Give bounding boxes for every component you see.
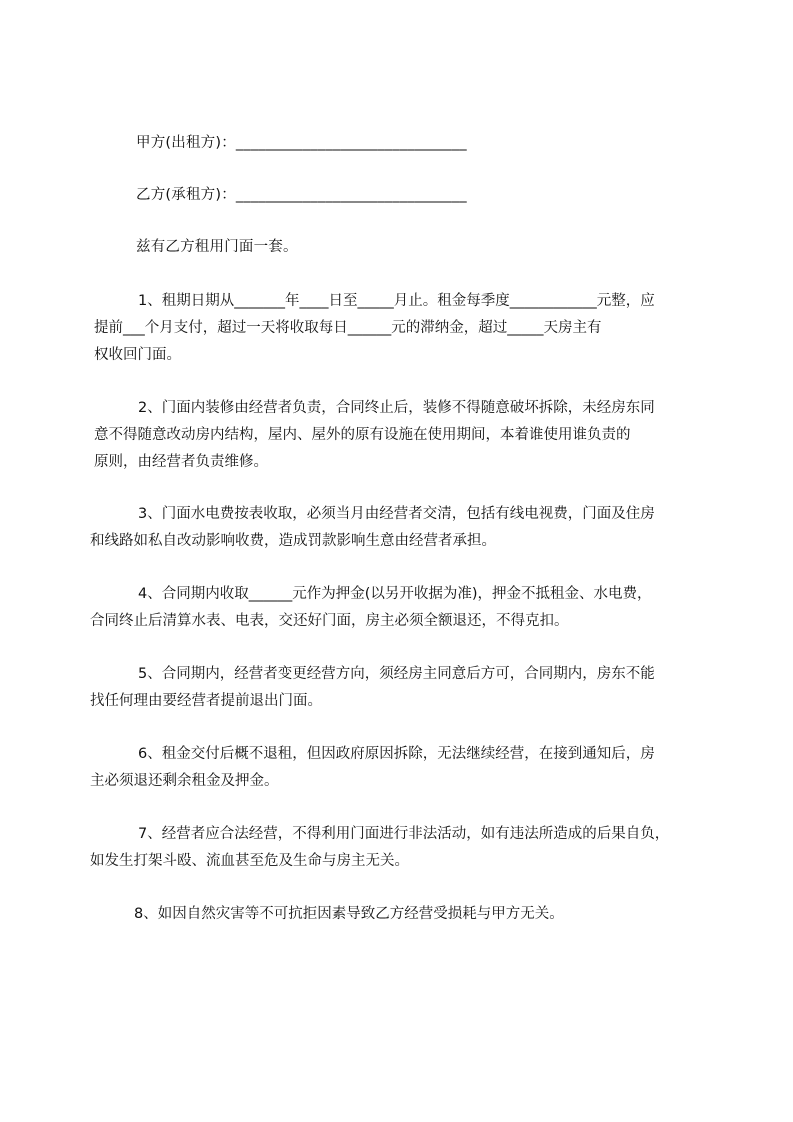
clause-1-line-1: 1、租期日期从_______年____日至_____月止。租金每季度____________元整，应 (138, 293, 655, 309)
clause-3 (90, 501, 655, 555)
party-b-line: 乙方(承租方)：_______________________________ (136, 187, 467, 203)
clause-5 (90, 661, 655, 715)
clause-1-line-2: 提前___个月支付，超过一天将收取每日______元的滞纳金，超过_____天房主有 (94, 320, 602, 336)
clause-6-line-1: 6、租金交付后概不退租，但因政府原因拆除，无法继续经营，在接到通知后，房 (138, 746, 655, 762)
clause-4-line-1: 4、合同期内收取______元作为押金(以另开收据为准)，押金不抵租金、水电费， (138, 586, 652, 602)
clause-7 (90, 821, 669, 875)
clause-4-line-2: 合同终止后清算水表、电表，交还好门面，房主必须全额退还，不得克扣。 (90, 613, 569, 629)
clause-3-line-1: 3、门面水电费按表收取，必须当月由经营者交清，包括有线电视费，门面及住房 (138, 506, 655, 522)
clause-8-line-1: 8、如因自然灾害等不可抗拒因素导致乙方经营受损耗与甲方无关。 (134, 906, 564, 922)
clause-2-line-2: 意不得随意改动房内结构，屋内、屋外的原有设施在使用期间，本着谁使用谁负责的 (94, 427, 631, 443)
clause-7-line-1: 7、经营者应合法经营，不得利用门面进行非法活动，如有违法所造成的后果自负， (138, 826, 670, 842)
clause-1-line-3: 权收回门面。 (94, 347, 181, 363)
clause-1 (94, 288, 655, 369)
clause-5-line-1: 5、合同期内，经营者变更经营方向，须经房主同意后方可，合同期内，房东不能 (138, 666, 655, 682)
clause-4 (90, 581, 652, 635)
intro-line: 兹有乙方租用门面一套。 (136, 239, 298, 255)
clause-8 (90, 901, 564, 928)
party-a-line: 甲方(出租方)：_______________________________ (136, 135, 467, 151)
clause-5-line-2: 找任何理由要经营者提前退出门面。 (90, 693, 322, 709)
clause-2-line-1: 2、门面内装修由经营者负责，合同终止后，装修不得随意破坏拆除，未经房东同 (138, 400, 655, 416)
clause-6 (90, 741, 655, 795)
clause-3-line-2: 和线路如私自改动影响收费，造成罚款影响生意由经营者承担。 (90, 533, 496, 549)
clause-2-line-3: 原则，由经营者负责维修。 (94, 454, 268, 470)
clause-6-line-2: 主必须退还剩余租金及押金。 (90, 773, 279, 789)
clause-2 (94, 395, 655, 476)
clause-7-line-2: 如发生打架斗殴、流血甚至危及生命与房主无关。 (90, 853, 409, 869)
